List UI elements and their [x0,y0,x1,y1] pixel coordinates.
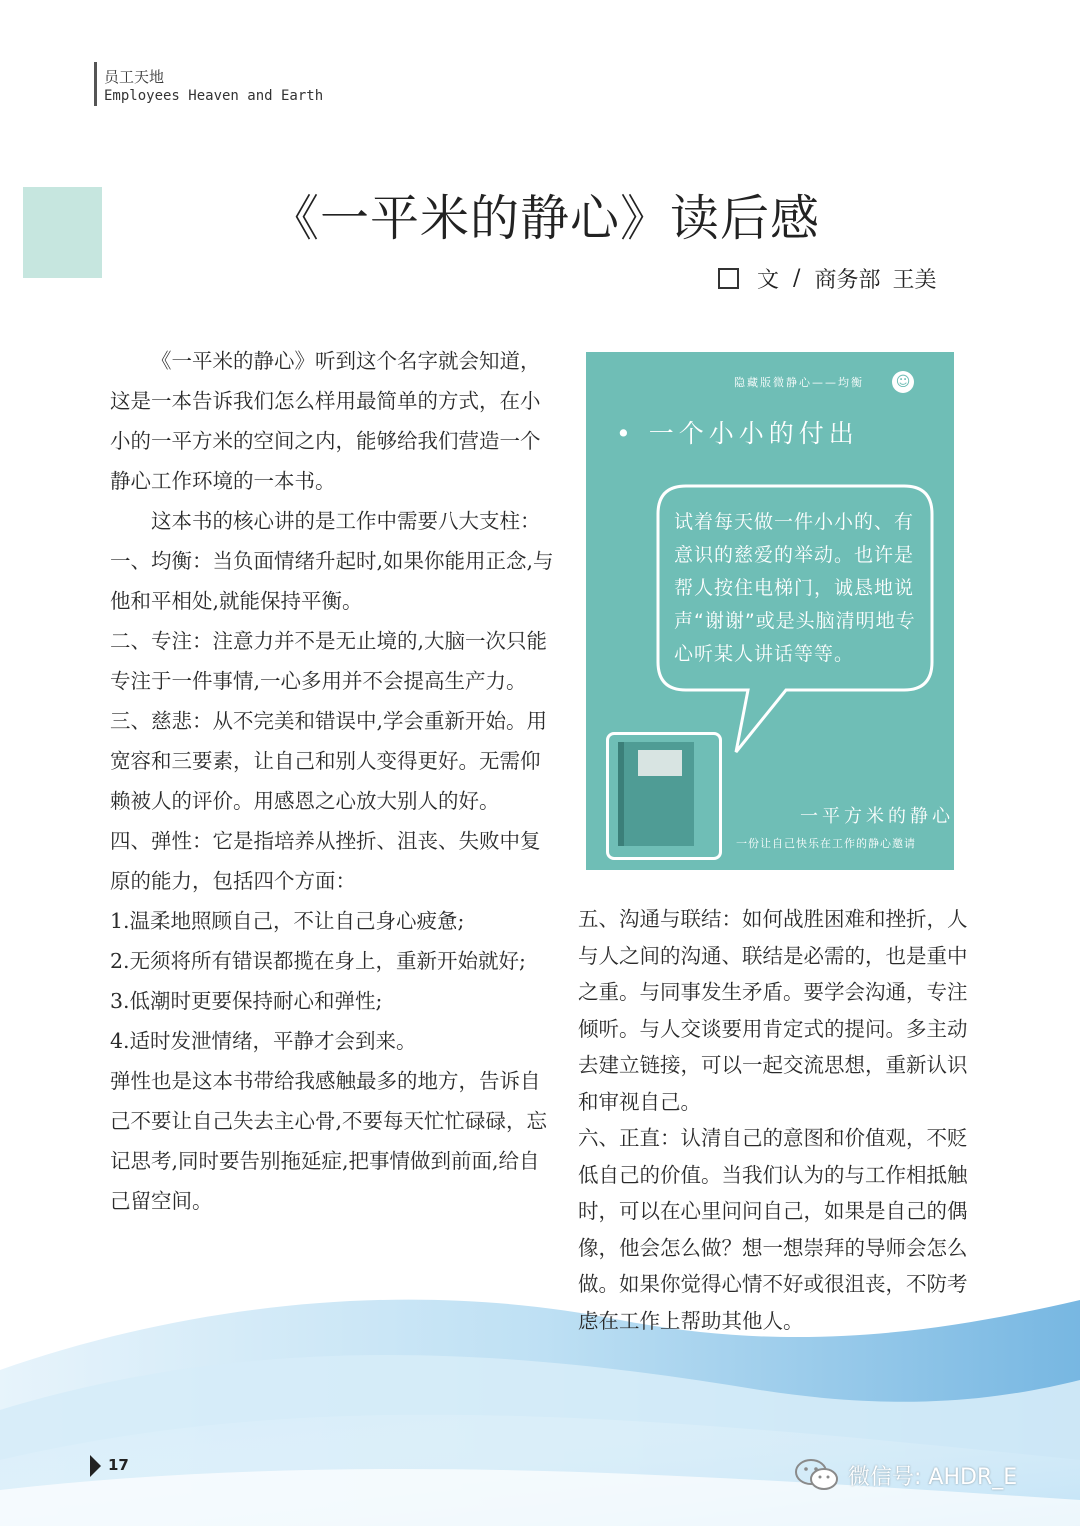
list-item: 4.适时发泄情绪，平静才会到来。 [110,1029,417,1053]
header-divider [94,62,97,106]
image-heading: • 一个小小的付出 [616,419,859,448]
wechat-icon [794,1458,840,1492]
byline-author: 王美 [892,268,937,293]
list-item: 1.温柔地照顾自己，不让自己身心疲惫; [110,909,465,933]
section-title-cn: 员工天地 [104,68,165,86]
paragraph-focus: 二、专注：注意力并不是无止境的,大脑一次只能专注于一件事情,一心多用并不会提高生产力。 [110,629,548,693]
paragraph-balance: 一、均衡：当负面情绪升起时,如果你能用正念,与他和平相处,就能保持平衡。 [110,549,554,613]
byline-separator: / [793,266,801,291]
paragraph-resilience-reflection: 弹性也是这本书带给我感触最多的地方，告诉自己不要让自己失去主心骨,不要每天忙忙碌碌，忘记思考,同时要告别拖延症,把事情做到前面,给自己留空间。 [110,1069,548,1213]
paragraph-integrity: 六、正直：认清自己的意图和价值观，不贬低自己的价值。当我们认为的与工作相抵触时，可以在心里问问自己，如果是自己的偶像，他会怎么做？想一想崇拜的导师会怎么做。如果你觉得心情不好或很沮丧，不防考虑在工作上帮助其他人。 [578,1126,968,1333]
page-arrow-icon [90,1455,101,1477]
paragraph-pillars: 这本书的核心讲的是工作中需要八大支柱： [151,509,541,533]
book-promo-image [586,352,954,870]
paragraph-resilience: 四、弹性：它是指培养从挫折、沮丧、失败中复原的能力，包括四个方面： [110,829,541,893]
byline-box-icon [718,268,739,289]
smiley-icon: ☺ [892,371,914,393]
book-cover-icon [618,742,694,846]
paragraph-intro: 《一平米的静心》听到这个名字就会知道，这是一本告诉我们怎么样用最简单的方式，在小小的一平方米的空间之内，能够给我们营造一个静心工作环境的一本书。 [110,349,541,493]
image-footer-subtitle: 一份让自己快乐在工作的静心邀请 [736,837,916,850]
section-title-en: Employees Heaven and Earth [104,88,324,104]
image-top-label: 隐藏版微静心——均衡 [734,376,864,389]
decorative-square [23,187,102,278]
right-column [578,901,970,1339]
bubble-text: 试着每天做一件小小的、有意识的慈爱的举动。也许是帮人按住电梯门，诚恳地说声“谢谢”或是头脑清明地专心听某人讲话等等。 [674,511,916,665]
list-item: 2.无须将所有错误都揽在身上，重新开始就好; [110,949,526,973]
byline-department: 商务部 [814,268,881,293]
page-number: 17 [108,1456,129,1474]
byline-prefix: 文 [757,268,780,293]
image-footer-title: 一平方米的静心 [800,806,954,827]
wechat-label: 微信号: AHDR_E [848,1464,1018,1490]
paragraph-communication: 五、沟通与联结：如何战胜困难和挫折，人与人之间的沟通、联结是必需的，也是重中之重。与同事发生矛盾。要学会沟通，专注倾听。与人交谈要用肯定式的提问。多主动去建立链接，可以一起交流思想，重新认识和审视自己。 [578,907,968,1114]
article-title: 《一平米的静心》读后感 [270,190,821,247]
left-column [110,341,556,1221]
paragraph-compassion: 三、慈悲：从不完美和错误中,学会重新开始。用宽容和三要素，让自己和别人变得更好。无需仰赖被人的评价。用感恩之心放大别人的好。 [110,709,548,813]
wechat-watermark [794,1458,1017,1492]
byline [718,263,936,294]
list-item: 3.低潮时更要保持耐心和弹性; [110,989,383,1013]
